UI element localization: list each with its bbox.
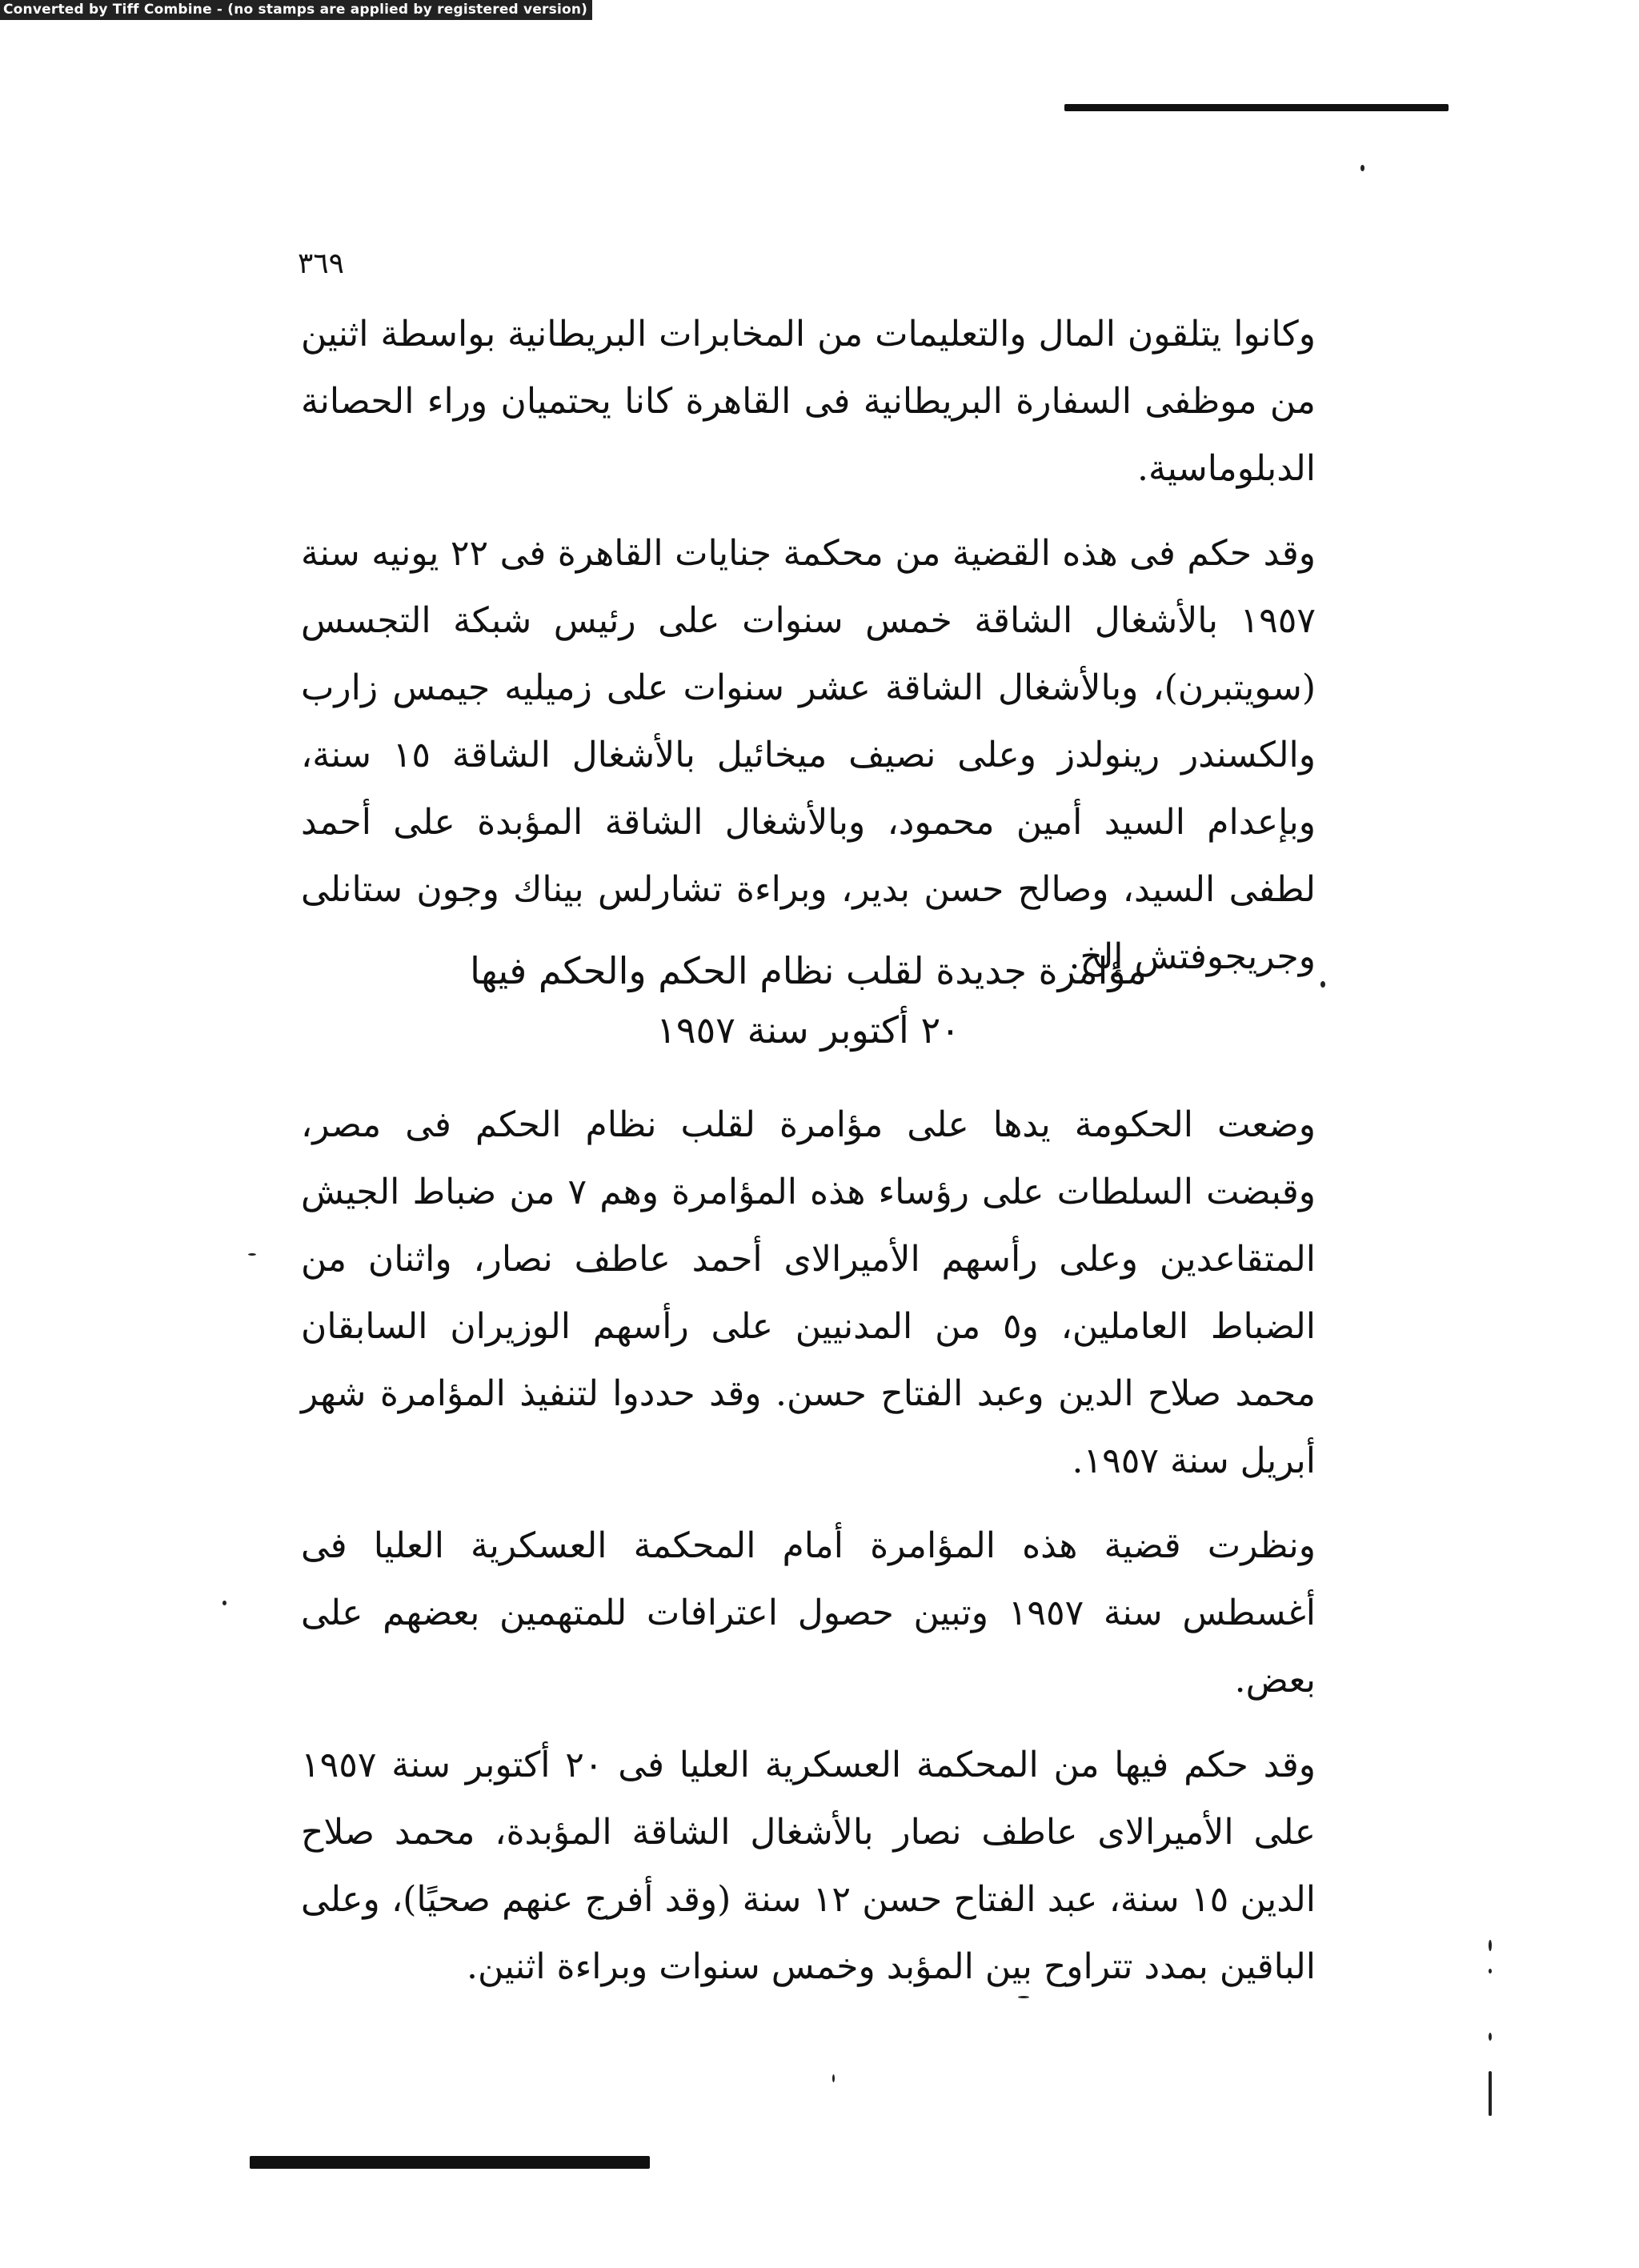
scan-speck bbox=[1489, 1940, 1492, 1951]
paragraph: وضعت الحكومة يدها على مؤامرة لقلب نظام الحكم فى مصر، وقبضت السلطات على رؤساء هذه المؤامرة وهم ٧ من ضباط الجيش المتقاعدين وعلى رأسهم الأميرالاى أحمد عاطف نصار، واثنان من الضباط العاملين، و٥ من المدنيين على رأسهم الوزيران السابقان محمد صلاح الدين وعبد الفتاح حسن. وقد حددوا لتنفيذ المؤامرة شهر أبريل سنة ١٩٥٧. bbox=[301, 1104, 1316, 1481]
top-rule bbox=[1064, 104, 1449, 111]
scan-speck bbox=[1489, 2071, 1492, 2116]
paragraph: وكانوا يتلقون المال والتعليمات من المخابرات البريطانية بواسطة اثنين من موظفى السفارة البريطانية فى القاهرة كانا يحتميان وراء الحصانة الدبلوماسية. bbox=[301, 314, 1316, 489]
intro-text bbox=[301, 301, 1316, 991]
converter-banner: Converted by Tiff Combine - (no stamps are applied by registered version) bbox=[0, 0, 592, 20]
section-heading bbox=[301, 941, 1316, 1060]
page-number: ٣٦٩ bbox=[298, 247, 345, 280]
scan-speck bbox=[832, 2074, 835, 2082]
section-body bbox=[301, 1092, 1316, 2001]
paragraph: وقد حكم فيها من المحكمة العسكرية العليا فى ٢٠ أكتوبر سنة ١٩٥٧ على الأميرالاى عاطف نصار بالأشغال الشاقة المؤبدة، محمد صلاح الدين ١٥ سنة، عبد الفتاح حسن ١٢ سنة (وقد أفرج عنهم صحيًا)، وعلى الباقين بمدد تتراوح بين المؤبد وخمس سنوات وبراءة اثنين. bbox=[301, 1745, 1316, 1987]
scan-speck bbox=[1489, 2033, 1492, 2041]
section-title: مؤامرة جديدة لقلب نظام الحكم والحكم فيها bbox=[470, 949, 1147, 992]
paragraph: وقد حكم فى هذه القضية من محكمة جنايات القاهرة فى ٢٢ يونيه سنة ١٩٥٧ بالأشغال الشاقة خمس سنوات على رئيس شبكة التجسس (سويتبرن)، وبالأشغال الشاقة عشر سنوات على زميليه جيمس زارب والكسندر رينولدز وعلى نصيف ميخائيل بالأشغال الشاقة ١٥ سنة، وبإعدام السيد أمين محمود، وبالأشغال الشاقة المؤبدة على أحمد لطفى السيد، وصالح حسن بدير، وبراءة تشارلس بيناك وجون ستانلى وجريجوفتش إلخ. bbox=[301, 533, 1316, 977]
scan-speck bbox=[222, 1601, 226, 1605]
scan-speck bbox=[1320, 981, 1325, 988]
scan-speck bbox=[1360, 165, 1364, 171]
scan-speck bbox=[248, 1253, 256, 1256]
section-date: ٢٠ أكتوبر سنة ١٩٥٧ bbox=[656, 1008, 960, 1052]
paragraph: ونظرت قضية هذه المؤامرة أمام المحكمة العسكرية العليا فى أغسطس سنة ١٩٥٧ وتبين حصول اعترافات للمتهمين بعضهم على بعض. bbox=[301, 1525, 1316, 1701]
bottom-rule bbox=[250, 2156, 650, 2169]
scan-speck bbox=[1489, 1969, 1492, 1973]
